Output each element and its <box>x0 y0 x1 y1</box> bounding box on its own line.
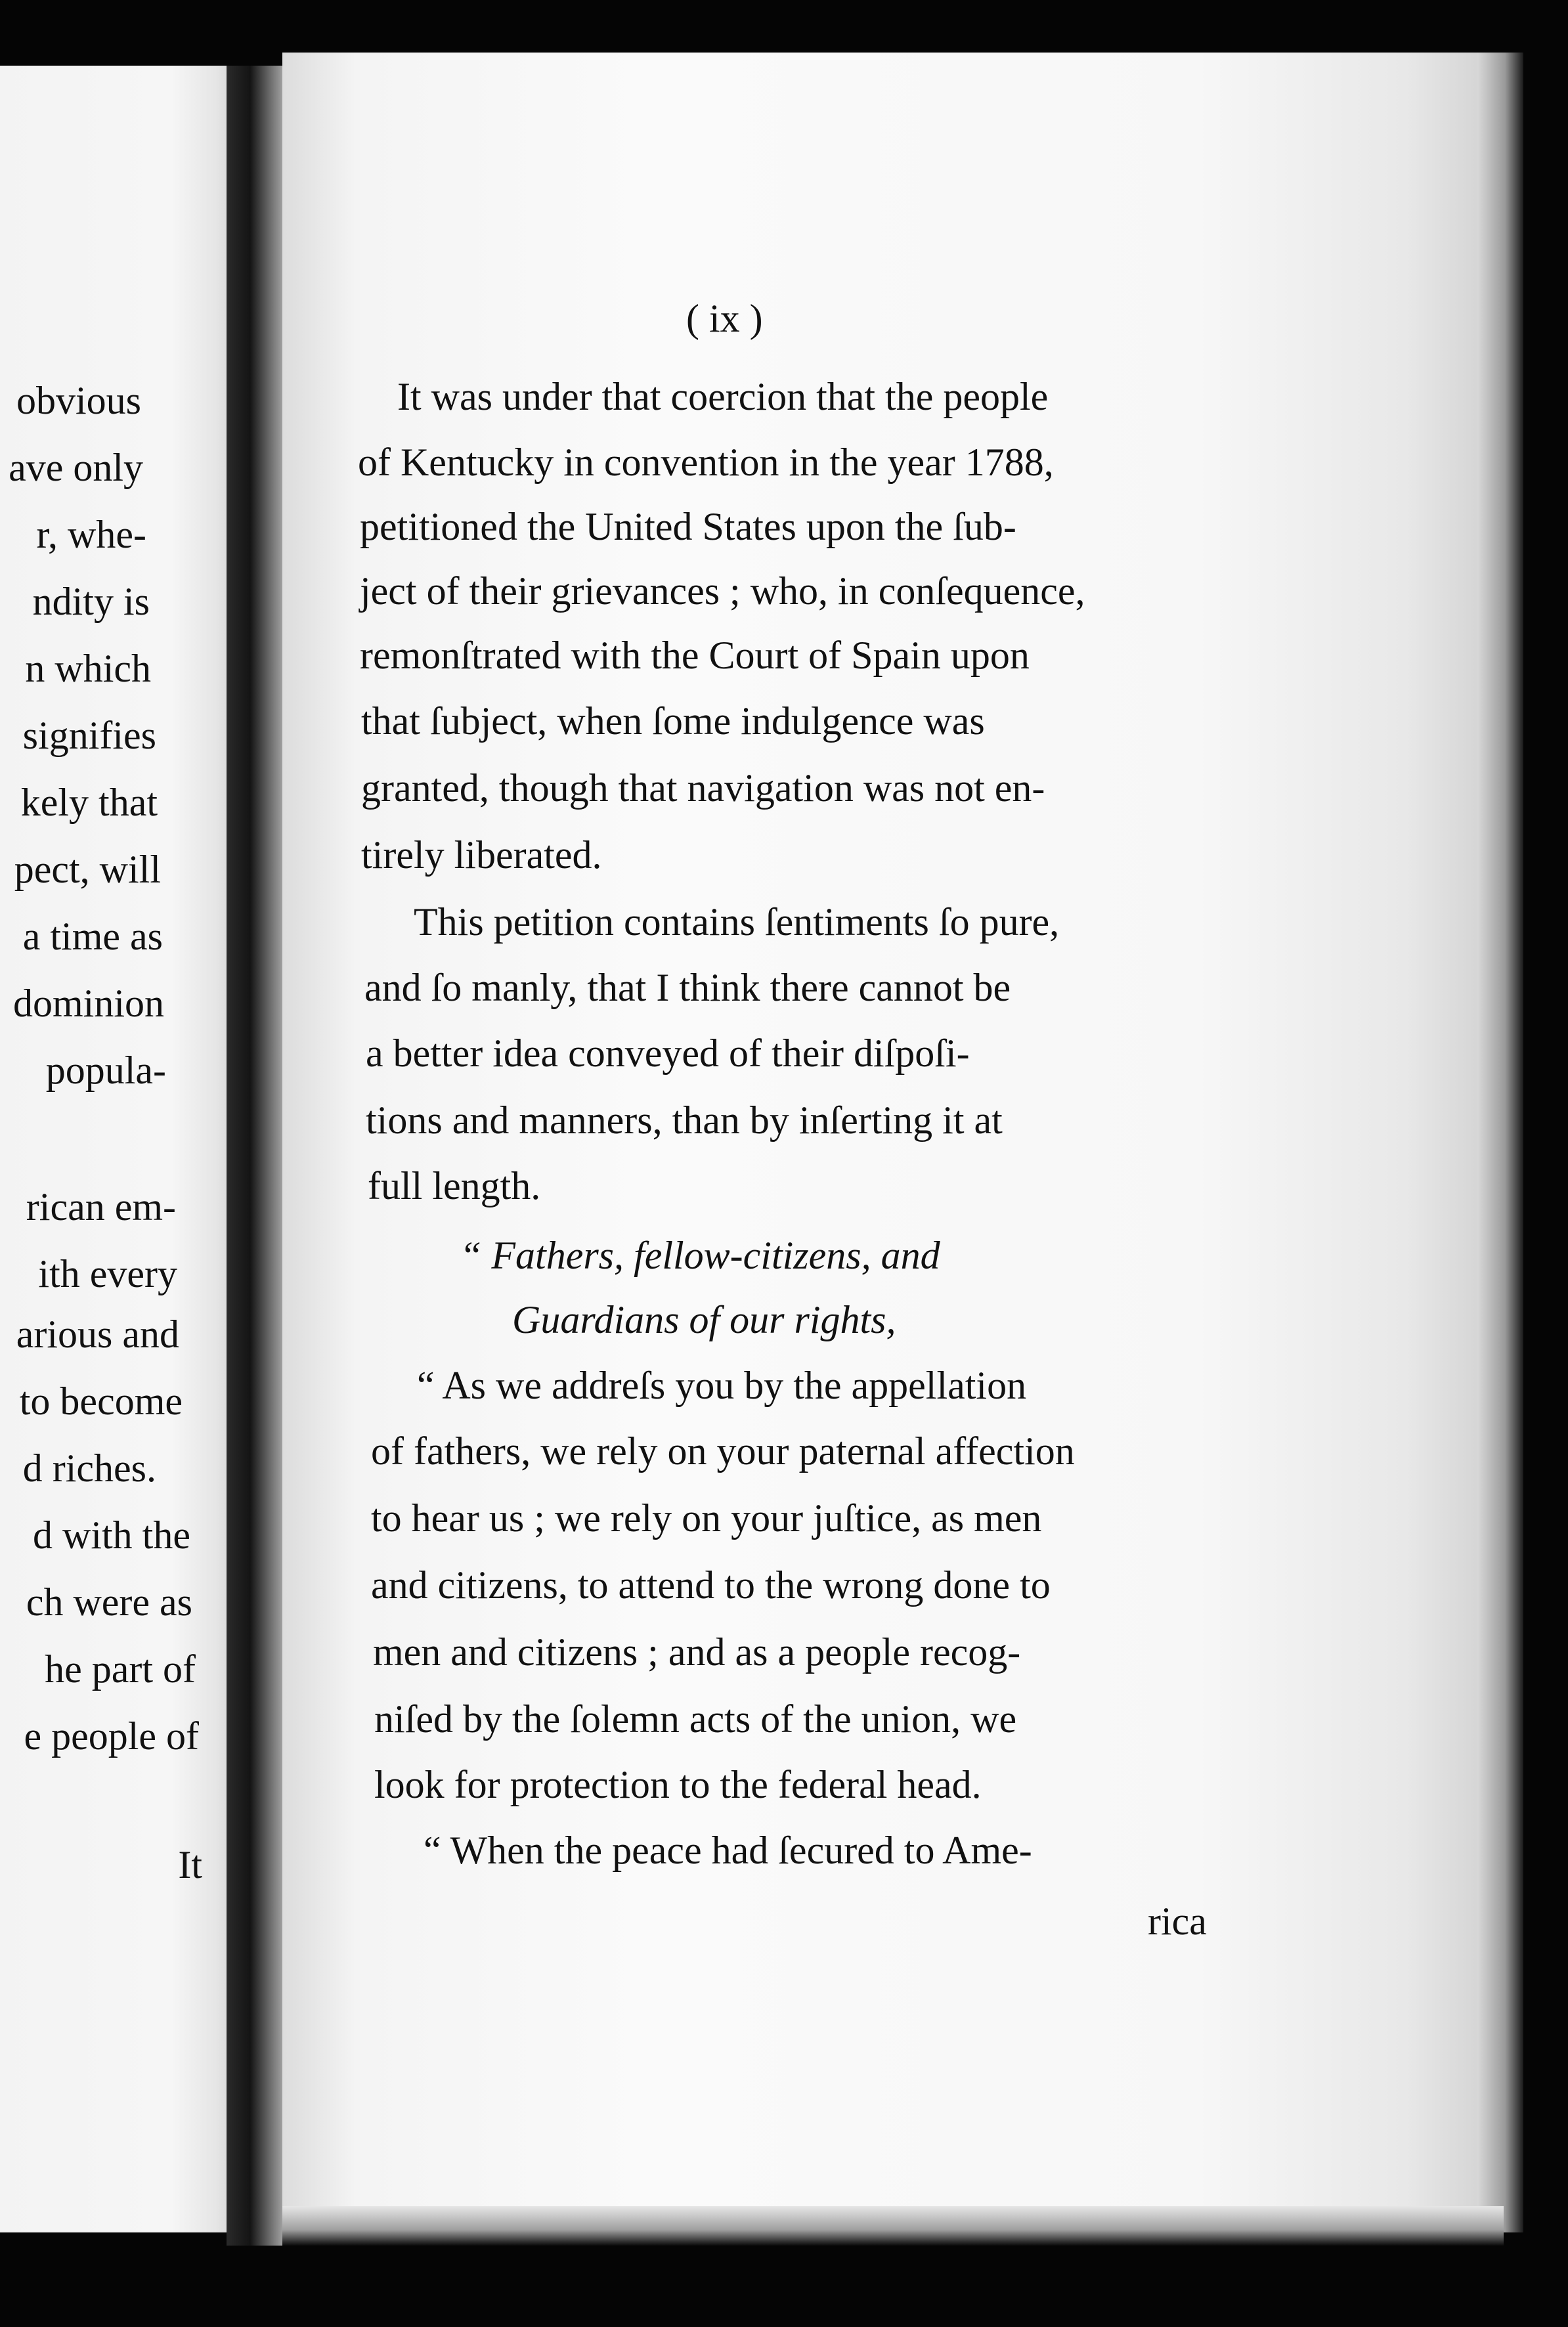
left-page-line: ch were as <box>26 1580 192 1624</box>
left-page-line: obvious <box>16 379 141 422</box>
body-line: look for protection to the federal head. <box>374 1763 982 1806</box>
left-page-line: signifies <box>22 714 156 757</box>
left-page-line: ith every <box>38 1252 177 1295</box>
body-line: niſed by the ſolemn acts of the union, we <box>374 1697 1017 1741</box>
left-page-line: a time as <box>22 915 163 958</box>
body-line: full length. <box>368 1164 541 1207</box>
body-line: to hear us ; we rely on your juſtice, as men <box>371 1496 1042 1540</box>
left-page-line: to become <box>19 1380 183 1423</box>
body-line: that ſubject, when ſome indulgence was <box>361 699 985 743</box>
body-line: and ſo manly, that I think there cannot be <box>364 966 1011 1009</box>
right-page-edge <box>1477 53 1523 2232</box>
body-line: men and citizens ; and as a people recog- <box>373 1630 1021 1674</box>
left-page-line: kely that <box>20 781 158 824</box>
body-line: a better idea conveyed of their diſpoſi- <box>366 1032 970 1075</box>
body-line: ject of their grievances ; who, in conſequence, <box>360 569 1085 613</box>
left-page-line: d with the <box>33 1513 190 1557</box>
left-page-line: e people of <box>24 1714 199 1758</box>
body-line: remonſtrated with the Court of Spain upon <box>360 634 1030 677</box>
salutation-line: “ Fathers, fellow-citizens, and <box>460 1234 940 1277</box>
body-line: and citizens, to attend to the wrong done to <box>371 1563 1051 1607</box>
body-line: This petition contains ſentiments ſo pure, <box>414 900 1060 944</box>
left-page-line: popula- <box>45 1049 166 1092</box>
left-page-line: d riches. <box>22 1446 156 1490</box>
salutation-line: Guardians of our rights, <box>512 1298 896 1341</box>
body-line: petitioned the United States upon the ſub- <box>360 505 1016 548</box>
left-page-line: rican em- <box>26 1185 176 1229</box>
body-line: granted, though that navigation was not en- <box>361 766 1045 810</box>
body-line: tions and manners, than by inſerting it at <box>366 1098 1003 1142</box>
left-page-line: arious and <box>16 1313 179 1356</box>
left-page-line: dominion <box>12 982 164 1025</box>
catchword: rica <box>1148 1900 1207 1943</box>
left-page-line: pect, will <box>14 848 161 891</box>
body-line: It was under that coercion that the people <box>397 375 1049 418</box>
body-line: of fathers, we rely on your paternal affection <box>371 1429 1075 1473</box>
body-line: of Kentucky in convention in the year 1788, <box>358 441 1054 484</box>
bottom-page-edge <box>282 2206 1504 2246</box>
page-number: ( ix ) <box>686 297 763 340</box>
body-line: tirely liberated. <box>361 833 602 877</box>
left-page-line: he part of <box>45 1647 196 1691</box>
left-page-line: It <box>178 1843 202 1886</box>
left-page-line: ave only <box>9 446 143 489</box>
body-line: “ As we addreſs you by the appellation <box>417 1364 1027 1407</box>
left-page-line: r, whe- <box>36 513 146 556</box>
left-page-line: n which <box>25 647 151 690</box>
body-line: “ When the peace had ſecured to Ame- <box>424 1829 1032 1872</box>
left-page-line: ndity is <box>32 580 150 623</box>
